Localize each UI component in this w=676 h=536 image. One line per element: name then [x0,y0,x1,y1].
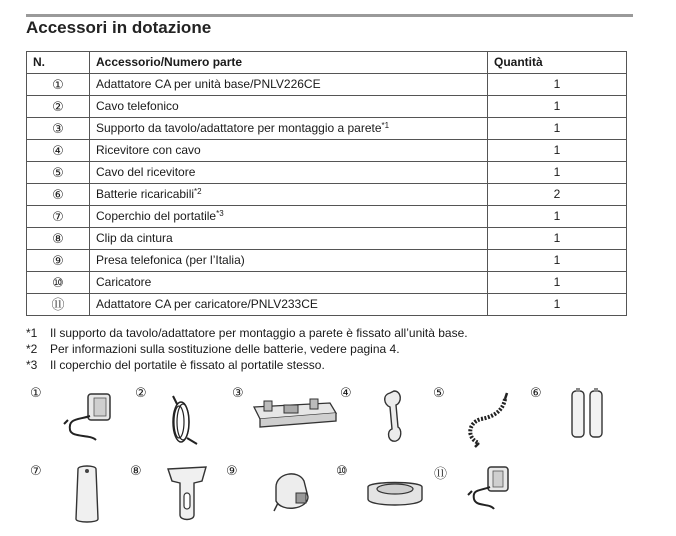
handset-cord-icon [463,387,518,449]
row-number: ⑪ [27,294,90,316]
row-accessory [90,250,488,272]
belt-clip-icon [162,463,212,525]
row-quantity: 1 [488,206,627,228]
footnote [26,357,468,373]
illustration-number: ⑩ [336,463,348,478]
row-accessory [90,206,488,228]
row-number: ⑨ [27,250,90,272]
corded-handset-icon [380,385,410,450]
illustration-number: ⑥ [530,385,542,400]
row-number: ③ [27,118,90,140]
row-quantity: 1 [488,228,627,250]
footnote-ref: *2 [194,187,202,196]
table-row [27,294,627,316]
table-row [27,74,627,96]
footnotes [26,325,468,373]
row-accessory [90,184,488,206]
footnote [26,325,468,341]
footnote-mark: *3 [26,358,38,372]
row-quantity: 1 [488,250,627,272]
row-quantity: 1 [488,96,627,118]
accessory-name: Presa telefonica (per l’Italia) [96,253,245,267]
table-row [27,184,627,206]
illustrations [0,375,676,535]
row-accessory [90,140,488,162]
header-number: N. [27,52,90,74]
footnote-ref: *3 [216,209,224,218]
illustration-number: ⑦ [30,463,42,478]
accessory-name: Cavo del ricevitore [96,165,196,179]
row-number: ④ [27,140,90,162]
table-row [27,272,627,294]
row-accessory [90,74,488,96]
row-number: ① [27,74,90,96]
row-quantity: 1 [488,294,627,316]
batteries-icon [568,387,608,442]
row-number: ② [27,96,90,118]
row-quantity: 1 [488,140,627,162]
accessories-table [26,51,627,316]
illustration-number: ⑤ [433,385,445,400]
row-quantity: 2 [488,184,627,206]
illustration-number: ④ [340,385,352,400]
table-row [27,206,627,228]
ac-adapter-icon [60,390,120,445]
charger-ac-adapter-icon [464,463,520,513]
accessory-name: Batterie ricaricabili [96,187,195,201]
footnote-mark: *2 [26,342,38,356]
footnote-text: Per informazioni sulla sostituzione delle batterie, vedere pagina 4. [50,342,400,356]
row-number: ⑥ [27,184,90,206]
accessory-name: Adattatore CA per unità base/PNLV226CE [96,77,321,91]
footnote-ref: *1 [381,121,390,130]
row-number: ⑦ [27,206,90,228]
table-row [27,250,627,272]
row-quantity: 1 [488,74,627,96]
row-accessory [90,96,488,118]
header-accessory: Accessorio/Numero parte [90,52,488,74]
illustration-number: ② [135,385,147,400]
table-row [27,228,627,250]
charger-icon [364,473,426,513]
footnote-text: Il supporto da tavolo/adattatore per montaggio a parete è fissato all’unità base. [50,326,468,340]
illustration-number: ③ [232,385,244,400]
header-quantity: Quantità [488,52,627,74]
accessory-name: Ricevitore con cavo [96,143,201,157]
footnote-text: Il coperchio del portatile è fissato al portatile stesso. [50,358,325,372]
footnote-mark: *1 [26,326,38,340]
row-quantity: 1 [488,272,627,294]
section-title: Accessori in dotazione [26,18,212,37]
illustration-number: ⑨ [226,463,238,478]
row-number: ⑧ [27,228,90,250]
accessory-name: Cavo telefonico [96,99,179,113]
row-number: ⑤ [27,162,90,184]
accessory-name: Caricatore [96,275,152,289]
illustration-number: ① [30,385,42,400]
handset-cover-icon [72,463,102,525]
accessory-name: Supporto da tavolo/adattatore per montaggio a parete [96,121,382,135]
accessory-name: Coperchio del portatile [96,209,217,223]
row-quantity: 1 [488,118,627,140]
row-quantity: 1 [488,162,627,184]
illustration-number: ⑪ [434,466,448,481]
table-header-row [27,52,627,74]
row-accessory [90,294,488,316]
accessory-name: Adattatore CA per caricatore/PNLV233CE [96,297,318,311]
row-number: ⑩ [27,272,90,294]
accessory-name: Clip da cintura [96,231,173,245]
telephone-cord-icon [157,390,207,450]
row-accessory [90,228,488,250]
row-accessory [90,272,488,294]
phone-plug-icon [268,467,313,517]
illustration-number: ⑧ [130,463,142,478]
title-rule [26,14,633,17]
table-row [27,162,627,184]
desk-stand-icon [250,393,340,433]
table-row [27,118,627,140]
table-row [27,96,627,118]
footnote [26,341,468,357]
row-accessory [90,118,488,140]
row-accessory [90,162,488,184]
table-row [27,140,627,162]
